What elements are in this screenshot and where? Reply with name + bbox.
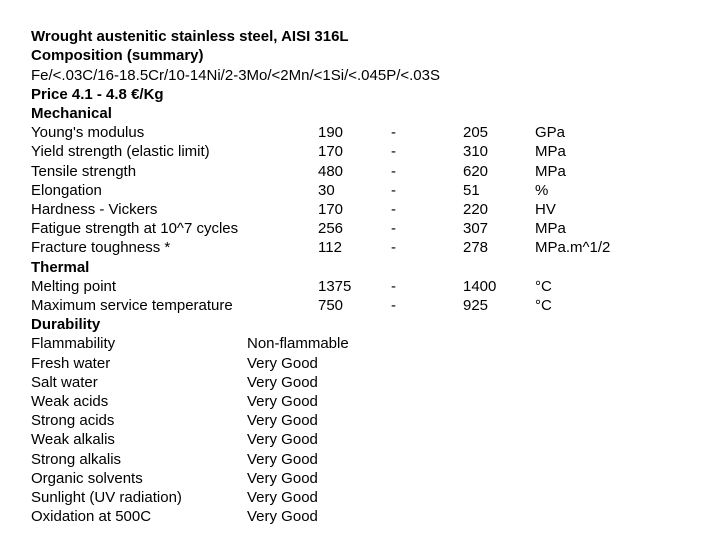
durability-rating: Very Good [247,470,318,487]
property-min: 170 [318,143,344,160]
durability-name: Fresh water [31,355,111,372]
range-dash: - [391,220,396,237]
property-row [31,142,566,162]
durability-heading: Durability [31,316,101,333]
durability-name: Flammability [31,335,116,352]
property-row [31,296,552,316]
property-name: Fracture toughness * [31,239,171,256]
durability-rating: Very Good [247,355,318,372]
property-min: 750 [318,297,344,314]
range-dash: - [391,297,396,314]
property-unit: GPa [535,124,566,141]
durability-row [31,488,318,508]
property-row [31,238,611,258]
property-max: 620 [463,163,489,180]
range-dash: - [391,124,396,141]
property-unit: MPa [535,163,566,180]
range-dash: - [391,239,396,256]
property-name: Fatigue strength at 10^7 cycles [31,220,239,237]
property-min: 256 [318,220,344,237]
property-min: 190 [318,124,344,141]
durability-name: Weak alkalis [31,431,115,448]
mechanical-heading: Mechanical [31,105,112,122]
thermal-heading: Thermal [31,259,90,276]
durability-rating: Very Good [247,412,318,429]
property-unit: MPa [535,143,566,160]
durability-row [31,450,318,470]
durability-rating: Very Good [247,508,318,525]
property-unit: HV [535,201,556,218]
property-min: 1375 [318,278,352,295]
property-name: Melting point [31,278,117,295]
range-dash: - [391,143,396,160]
range-dash: - [391,201,396,218]
composition-heading: Composition (summary) [31,47,204,64]
property-name: Yield strength (elastic limit) [31,143,210,160]
property-max: 1400 [463,278,497,295]
durability-row [31,469,318,489]
property-name: Elongation [31,182,102,199]
durability-name: Sunlight (UV radiation) [31,489,182,506]
durability-row [31,354,318,374]
property-max: 205 [463,124,489,141]
composition-formula: Fe/<.03C/16-18.5Cr/10-14Ni/2-3Mo/<2Mn/<1Si/<.045P/<.03S [31,67,440,84]
material-title: Wrought austenitic stainless steel, AISI 316L [31,28,349,45]
property-unit: % [535,182,549,199]
property-max: 307 [463,220,489,237]
durability-rating: Very Good [247,393,318,410]
durability-rating: Very Good [247,431,318,448]
property-row [31,200,556,220]
property-row [31,277,552,297]
property-name: Hardness - Vickers [31,201,158,218]
property-max: 310 [463,143,489,160]
property-name: Maximum service temperature [31,297,233,314]
durability-row [31,507,318,527]
durability-row [31,334,349,354]
range-dash: - [391,278,396,295]
property-max: 278 [463,239,489,256]
durability-name: Strong acids [31,412,115,429]
durability-rating: Very Good [247,451,318,468]
property-row [31,123,566,143]
range-dash: - [391,182,396,199]
property-unit: °C [535,278,552,295]
property-min: 30 [318,182,335,199]
property-min: 170 [318,201,344,218]
property-min: 112 [318,239,342,256]
durability-name: Salt water [31,374,98,391]
durability-rating: Very Good [247,489,318,506]
durability-rating: Non-flammable [247,335,349,352]
durability-name: Strong alkalis [31,451,122,468]
durability-rating: Very Good [247,374,318,391]
property-unit: MPa [535,220,566,237]
durability-name: Weak acids [31,393,109,410]
price-line: Price 4.1 - 4.8 €/Kg [31,86,164,103]
durability-name: Organic solvents [31,470,143,487]
durability-row [31,411,318,431]
property-max: 51 [463,182,480,199]
durability-row [31,430,318,450]
property-unit: MPa.m^1/2 [535,239,611,256]
property-name: Young's modulus [31,124,145,141]
property-row [31,219,566,239]
range-dash: - [391,163,396,180]
durability-name: Oxidation at 500C [31,508,152,525]
property-name: Tensile strength [31,163,137,180]
property-unit: °C [535,297,552,314]
durability-row [31,373,318,393]
property-row [31,162,566,182]
durability-row [31,392,318,412]
property-min: 480 [318,163,344,180]
property-max: 925 [463,297,489,314]
property-max: 220 [463,201,489,218]
property-row [31,181,549,201]
